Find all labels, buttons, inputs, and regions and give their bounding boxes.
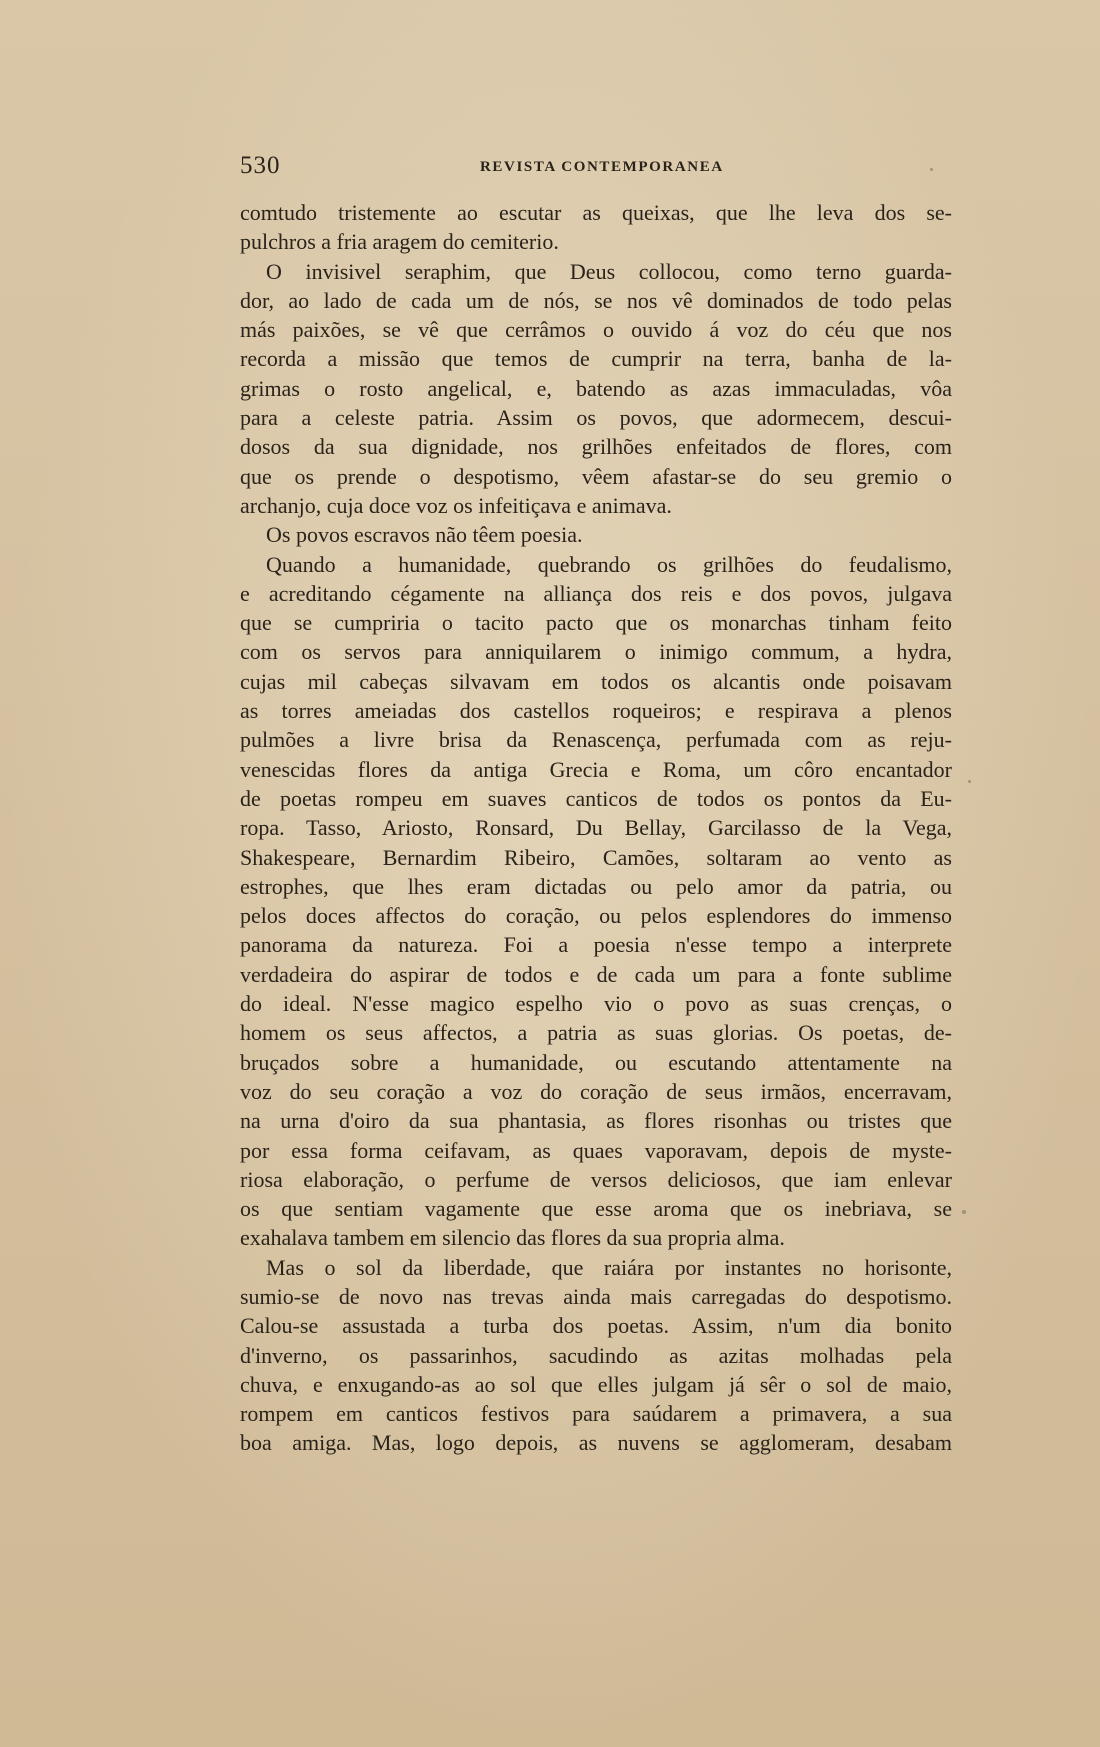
text-line: Mas o sol da liberdade, que raiára por instantes no horisonte, — [266, 1254, 952, 1280]
text-line: venescidas flores da antiga Grecia e Roma, um côro encantador — [240, 756, 952, 782]
text-line: Os povos escravos não têem poesia. — [266, 522, 583, 548]
text-line: sumio-se de novo nas trevas ainda mais carregadas do despotismo. — [240, 1283, 952, 1309]
text-line: ropa. Tasso, Ariosto, Ronsard, Du Bellay, Garcilasso de la Vega, — [240, 815, 952, 841]
text-line: que os prende o despotismo, vêem afastar-se do seu gremio o — [240, 463, 952, 489]
text-line: dosos da sua dignidade, nos grilhões enfeitados de flores, com — [240, 434, 952, 460]
text-line: dor, ao lado de cada um de nós, se nos vê dominados de todo pelas — [240, 287, 952, 313]
text-line: para a celeste patria. Assim os povos, que adormecem, descui- — [240, 405, 952, 431]
text-line: archanjo, cuja doce voz os infeitiçava e animava. — [240, 492, 672, 518]
text-line: cujas mil cabeças silvavam em todos os alcantis onde poisavam — [240, 668, 952, 694]
text-line: d'inverno, os passarinhos, sacudindo as azitas molhadas pela — [240, 1342, 952, 1368]
text-line: pelos doces affectos do coração, ou pelos esplendores do immenso — [240, 903, 952, 929]
text-line: comtudo tristemente ao escutar as queixas, que lhe leva dos se- — [240, 200, 952, 225]
text-line: e acreditando cégamente na alliança dos reis e dos povos, julgava — [240, 580, 952, 606]
text-line: com os servos para anniquilarem o inimigo commum, a hydra, — [240, 639, 952, 665]
text-line: Calou-se assustada a turba dos poetas. Assim, n'um dia bonito — [240, 1313, 952, 1339]
text-line: riosa elaboração, o perfume de versos deliciosos, que iam enlevar — [240, 1166, 952, 1192]
paper-speck — [968, 780, 971, 783]
text-line: estrophes, que lhes eram dictadas ou pelo amor da patria, ou — [240, 873, 952, 899]
text-line: rompem em canticos festivos para saúdarem a primavera, a sua — [240, 1401, 952, 1427]
text-line: do ideal. N'esse magico espelho vio o povo as suas crenças, o — [240, 991, 952, 1017]
text-line: que se cumpriria o tacito pacto que os monarchas tinham feito — [240, 610, 952, 636]
text-line: panorama da natureza. Foi a poesia n'esse tempo a interprete — [240, 932, 952, 958]
page-number: 530 — [240, 152, 281, 179]
text-line: por essa forma ceifavam, as quaes vaporavam, depois de myste- — [240, 1137, 952, 1163]
text-line: Shakespeare, Bernardim Ribeiro, Camões, soltaram ao vento as — [240, 844, 952, 870]
text-line: exahalava tambem em silencio das flores da sua propria alma. — [240, 1225, 785, 1251]
text-line: as torres ameiadas dos castellos roqueiros; e respirava a plenos — [240, 698, 952, 724]
text-line: verdadeira do aspirar de todos e de cada um para a fonte sublime — [240, 961, 952, 987]
text-line: boa amiga. Mas, logo depois, as nuvens se agglomeram, desabam — [240, 1430, 952, 1456]
text-line: na urna d'oiro da sua phantasia, as flores risonhas ou tristes que — [240, 1108, 952, 1134]
text-line: más paixões, se vê que cerrâmos o ouvido á voz do céu que nos — [240, 317, 952, 343]
text-line: O invisivel seraphim, que Deus collocou, como terno guarda- — [266, 258, 952, 284]
text-line: recorda a missão que temos de cumprir na terra, banha de la- — [240, 346, 952, 372]
text-line: os que sentiam vagamente que esse aroma que os inebriava, se — [240, 1196, 952, 1222]
text-line: pulchros a fria aragem do cemiterio. — [240, 229, 559, 255]
text-line: de poetas rompeu em suaves canticos de todos os pontos da Eu- — [240, 785, 952, 811]
page-header — [240, 152, 952, 184]
paper-speck — [962, 1210, 966, 1214]
body-text — [240, 198, 952, 1458]
text-line: grimas o rosto angelical, e, batendo as azas immaculadas, vôa — [240, 375, 952, 401]
text-line: voz do seu coração a voz do coração de seus irmãos, encerravam, — [240, 1078, 952, 1104]
text-line: pulmões a livre brisa da Renascença, perfumada com as reju- — [240, 727, 952, 753]
text-line: bruçados sobre a humanidade, ou escutando attentamente na — [240, 1049, 952, 1075]
text-line: homem os seus affectos, a patria as suas glorias. Os poetas, de- — [240, 1020, 952, 1046]
text-line: chuva, e enxugando-as ao sol que elles julgam já sêr o sol de maio, — [240, 1371, 952, 1397]
running-head: REVISTA CONTEMPORANEA — [480, 159, 724, 175]
text-line: Quando a humanidade, quebrando os grilhões do feudalismo, — [266, 551, 952, 577]
